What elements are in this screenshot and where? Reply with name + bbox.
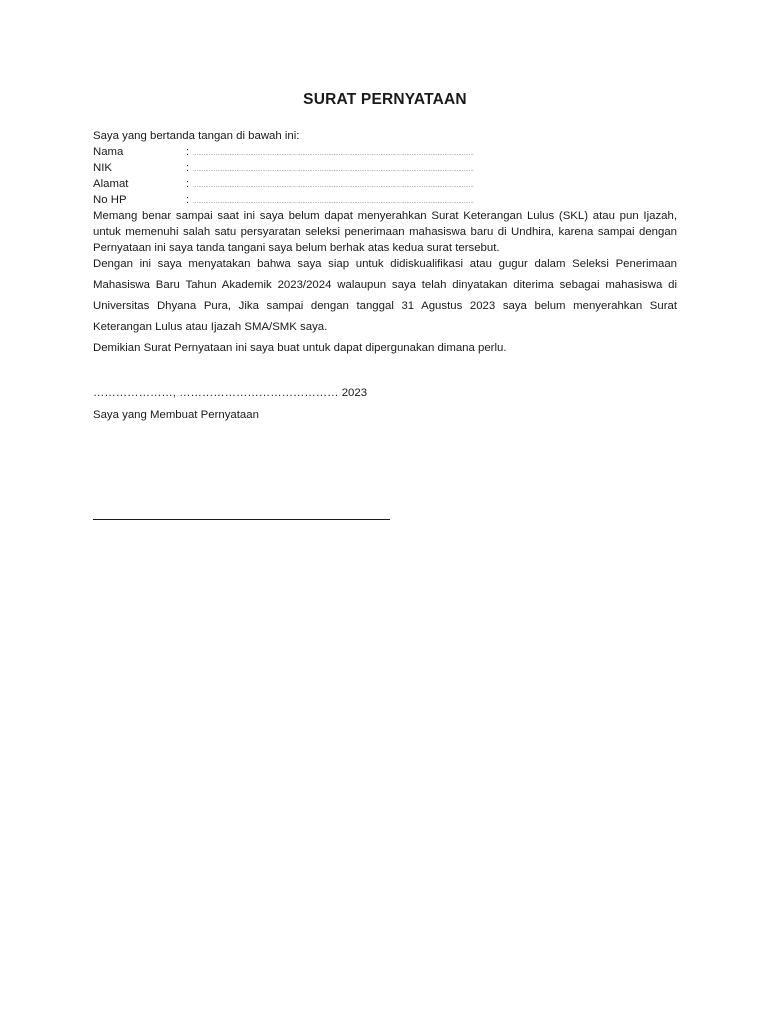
- field-nama: [93, 144, 677, 160]
- document-body: [93, 128, 677, 423]
- intro-text: Saya yang bertanda tangan di bawah ini:: [93, 130, 300, 142]
- field-blank-no-hp: ………………………………………………………………………………………………………………………………………………: [193, 199, 474, 205]
- field-colon: :: [186, 178, 190, 190]
- field-no-hp: [93, 192, 677, 208]
- field-blank-nik: ………………………………………………………………………………………………………………………………………………: [193, 167, 474, 173]
- statement-paragraph-2: Dengan ini saya menyatakan bahwa saya siap untuk didiskualifikasi atau gugur dalam Seleksi Penerimaan Mahasiswa Baru Tahun Akademik 2023/2024 walaupun saya telah dinyatakan diterima sebagai mahasiswa di Universitas Dhyana Pura, Jika sampai dengan tanggal 31 Agustus 2023 saya belum menyerahkan Surat Keterangan Lulus atau Ijazah SMA/SMK saya.: [93, 258, 677, 333]
- signatory-caption: Saya yang Membuat Pernyataan: [93, 409, 259, 421]
- field-blank-alamat: ………………………………………………………………………………………………………………………………………………: [193, 183, 474, 189]
- date-line: …………………, …………………………………… 2023: [93, 387, 368, 399]
- field-colon: :: [186, 162, 190, 174]
- statement-paragraph-1: Memang benar sampai saat ini saya belum dapat menyerahkan Surat Keterangan Lulus (SKL) atau pun Ijazah, untuk memenuhi salah satu persyaratan seleksi penerimaan mahasiswa baru di Undhira, karena sampai dengan Pernyataan ini saya tanda tangani saya belum berhak atas kedua surat tersebut.: [93, 210, 677, 254]
- field-label-alamat: Alamat: [93, 178, 129, 190]
- field-alamat: [93, 176, 677, 192]
- field-colon: :: [186, 194, 190, 206]
- field-colon: :: [186, 146, 190, 158]
- field-nik: [93, 160, 677, 176]
- field-label-nama: Nama: [93, 146, 124, 158]
- field-label-no-hp: No HP: [93, 194, 127, 206]
- document-title: SURAT PERNYATAAN: [303, 91, 467, 108]
- closing-text: Demikian Surat Pernyataan ini saya buat untuk dapat dipergunakan dimana perlu.: [93, 342, 507, 354]
- field-label-nik: NIK: [93, 162, 112, 174]
- field-blank-nama: ………………………………………………………………………………………………………………………………………………: [193, 151, 474, 157]
- signature-line: [93, 519, 390, 520]
